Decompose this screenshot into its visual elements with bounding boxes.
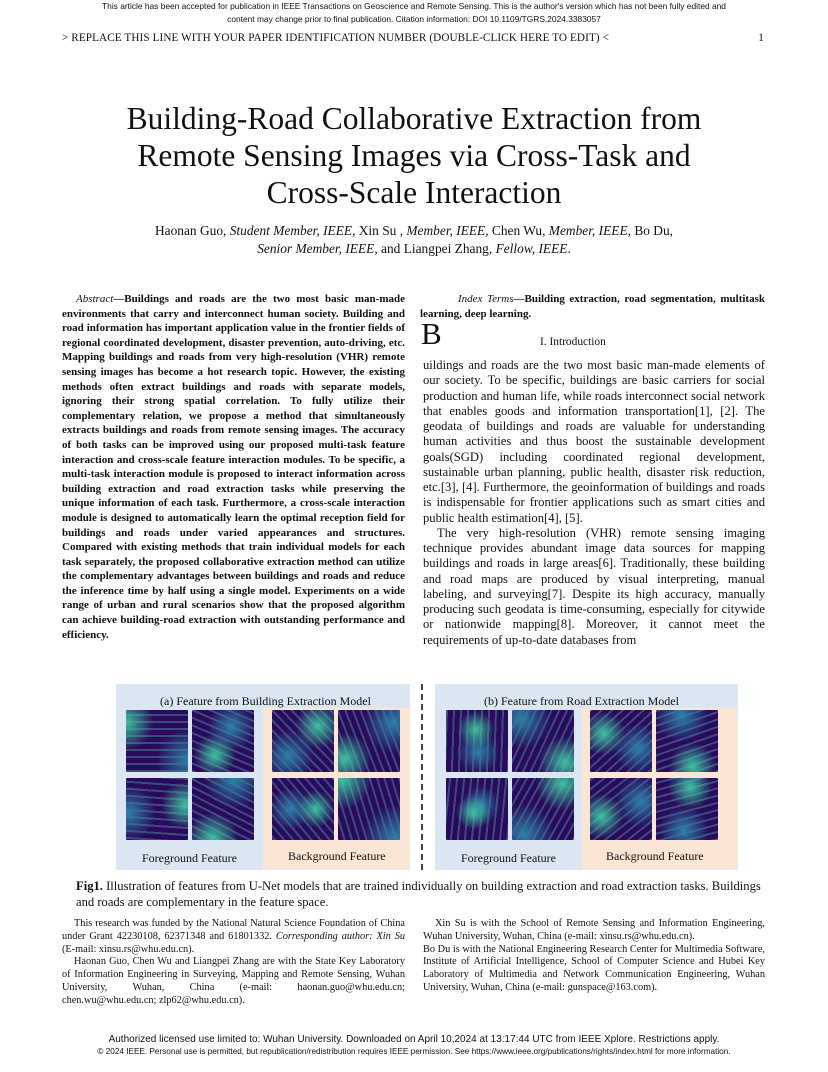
author-name: , Chen Wu, [485, 223, 549, 238]
drop-cap: B [421, 316, 442, 351]
footnotes-left [62, 918, 405, 1008]
notice-line-2: content may change prior to final publication. Citation information: DOI 10.1109/TGRS.2024.3383057 [227, 13, 601, 24]
caption-text: Illustration of features from U-Net models that are trained individually on building extraction and road extraction tasks. Buildings and roads are complementary in the feature space. [76, 879, 761, 909]
feature-map-thumbnail [192, 778, 254, 840]
publication-notice [0, 0, 828, 25]
author-name: , Xin Su , [352, 223, 407, 238]
notice-line-1: This article has been accepted for publication in IEEE Transactions on Geoscience and Remote Sensing. This is the author's version which has not been fully edited and [102, 1, 726, 11]
feature-map-thumbnail [590, 778, 652, 840]
feature-map-thumbnail [590, 710, 652, 772]
index-terms-text: —Building extraction, road segmentation, multitask learning, deep learning. [420, 293, 765, 320]
title-line-3: Cross-Scale Interaction [266, 175, 562, 210]
feature-map-thumbnail [338, 710, 400, 772]
author-name: , Bo Du, [627, 223, 674, 238]
intro-paragraph-1: uildings and roads are the two most basic man-made elements of our society. To be specific, buildings are basic carriers for social production and human life, while roads interconnect social network that enables goods and information transportation[1], [2]. The geodata of buildings and roads are valuable for understanding human activities and thus boost the sustainable development goals(SGD) including coordinated regional development, sustainable urban planning, public health, disaster risk reduction, etc.[3], [4]. Furthermore, the geoinformation of buildings and roads is indispensable for frontier applications such as smart cities and public health estimation[4], [5]. [423, 358, 765, 525]
running-head-text: > REPLACE THIS LINE WITH YOUR PAPER IDENTIFICATION NUMBER (DOUBLE-CLICK HERE TO EDIT) < [62, 32, 610, 44]
intro-paragraph-2: The very high-resolution (VHR) remote sensing imaging technique provides abundant image data sources for mapping buildings and roads in large areas[6]. Traditionally, these building and road maps are produced by visual interpreting, manual labeling, and surveying[7]. Despite its high accuracy, manually producing such geodata is time-consuming, especially for citywide or nationwide mapping[8]. Moreover, it cannot meet the requirements of up-to-date databases from [423, 525, 765, 647]
running-head [62, 32, 770, 44]
abstract-text: —Buildings and roads are the two most basic man-made environments that carry and interconnect human society. Building and road information has important application value in the frontier fields of regional coordinated development, disaster prevention, auto-driving, etc. Mapping buildings and roads from very high-resolution (VHR) remote sensing images has become a hot research topic. However, the existing methods often extract buildings and roads with separate models, ignoring their strong spatial correlation. To fully utilize their complementary relation, we propose a method that simultaneously extracts buildings and roads from remote sensing images. The accuracy of both tasks can be improved using our proposed multi-task feature interaction and cross-scale feature interaction modules. To be specific, a multi-task interaction module is proposed to interact information across building extraction and road extraction tasks while preserving the unique information of each task. Furthermore, a cross-scale interaction module is designed to automatically learn the optimal reception field for buildings and roads under varied appearances and structures. Compared with existing methods that train individual models for each task separately, the proposed collaborative extraction method can utilize the complementary advantages between buildings and roads and reduce the inference time by half using a single model. Experiments on a wide range of urban and rural scenarios show that the proposed algorithm can achieve building-road extraction with outstanding performance and efficiency. [62, 293, 405, 641]
author-name: , and Liangpei Zhang, [374, 241, 496, 256]
background-label-b: Background Feature [606, 849, 704, 863]
title-line-2: Remote Sensing Images via Cross-Task and [137, 138, 691, 173]
author-membership: Member, IEEE [548, 223, 628, 238]
background-label-a: Background Feature [288, 849, 386, 863]
author-name: Haonan Guo, [154, 223, 230, 238]
introduction-body [423, 358, 765, 648]
caption-lead: Fig1. [76, 879, 103, 893]
corresponding-author: Corresponding author: Xin Su [275, 930, 405, 942]
abstract [62, 292, 405, 642]
corresponding-email: (E-mail: xinsu.rs@whu.edu.cn). [62, 943, 195, 955]
author-membership: Senior Member, IEEE [257, 241, 375, 256]
author-list [60, 222, 768, 258]
title-line-1: Building-Road Collaborative Extraction from [126, 101, 702, 136]
license-line-1: Authorized licensed use limited to: Wuhan University. Downloaded on April 10,2024 at 13:17:44 UTC from IEEE Xplore. Restrictions apply. [108, 1034, 720, 1045]
feature-map-thumbnail [338, 778, 400, 840]
abstract-lead: Abstract [76, 293, 114, 305]
index-terms [420, 292, 765, 321]
foreground-label-a: Foreground Feature [142, 851, 237, 865]
author-membership: Student Member, IEEE [229, 223, 353, 238]
funding-text: This research was funded by the National Natural Science Foundation of China under Grant 42230108, 62371348 and 61801332. [62, 918, 405, 942]
affiliation-footnote: Xin Su is with the School of Remote Sensing and Information Engineering, Wuhan University, Wuhan, China (e-mail: xinsu.rs@whu.edu.cn). [423, 918, 765, 942]
affiliation-footnote: Bo Du is with the National Engineering Research Center for Multimedia Software, Institute of Artificial Intelligence, School of Computer Science and Hubei Key Laboratory of Multimedia and Network Communication Engineering, Wuhan University, Wuhan, China (e-mail: gunspace@163.com). [423, 943, 765, 993]
index-terms-lead: Index Terms [458, 293, 514, 305]
feature-map-thumbnail [656, 710, 718, 772]
figure-caption [76, 878, 766, 910]
feature-map-thumbnail [272, 710, 334, 772]
author-name: . [567, 241, 571, 256]
feature-map-thumbnail [192, 710, 254, 772]
funding-footnote [62, 918, 405, 956]
license-notice [0, 1034, 828, 1057]
affiliation-footnote: Haonan Guo, Chen Wu and Liangpei Zhang are with the State Key Laboratory of Information Engineering in Surveying, Mapping and Remote Sensing, Wuhan University, Wuhan, China (e-mail: haonan.guo@whu.edu.cn; chen.wu@whu.edu.cn; zlp62@whu.edu.cn). [62, 956, 405, 1006]
feature-map-thumbnail [446, 710, 508, 772]
feature-map-thumbnail [512, 710, 574, 772]
foreground-label-b: Foreground Feature [461, 851, 556, 865]
paper-title [60, 100, 768, 211]
author-membership: Member, IEEE [406, 223, 486, 238]
author-membership: Fellow, IEEE [495, 241, 568, 256]
footnotes-right [423, 918, 765, 995]
feature-map-thumbnail [126, 778, 188, 840]
panel-a-title: (a) Feature from Building Extraction Model [160, 694, 371, 708]
page-number: 1 [758, 32, 764, 44]
feature-map-thumbnail [126, 710, 188, 772]
feature-map-thumbnail [446, 778, 508, 840]
feature-map-thumbnail [512, 778, 574, 840]
license-line-2: © 2024 IEEE. Personal use is permitted, but republication/redistribution requires IEEE permission. See https://www.ieee.org/publications/rights/index.html for more information. [97, 1047, 731, 1056]
figure-1 [116, 684, 738, 870]
feature-map-thumbnail [272, 778, 334, 840]
figure-divider [421, 684, 423, 870]
section-heading: I. Introduction [540, 336, 606, 348]
panel-b-title: (b) Feature from Road Extraction Model [484, 694, 679, 708]
feature-map-thumbnail [656, 778, 718, 840]
